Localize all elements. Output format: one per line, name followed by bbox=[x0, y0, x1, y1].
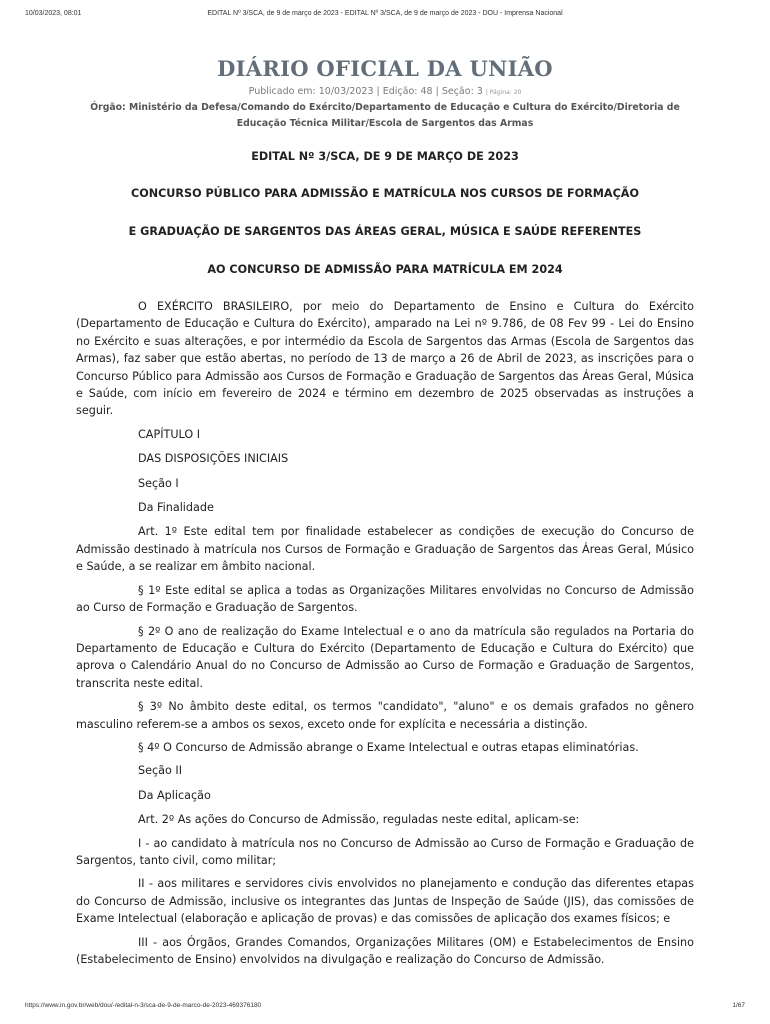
print-header bbox=[25, 10, 745, 22]
section-title: Da Aplicação bbox=[138, 788, 211, 802]
item-iii: III - aos Órgãos, Grandes Comandos, Organizações Militares (OM) e Estabelecimentos de Ensino (Estabelecimento de Ensino) envolvidos na divulgação e realização do Concurso de Admissão. bbox=[76, 935, 694, 966]
print-page-number: 1/67 bbox=[732, 1002, 745, 1009]
chapter-title: DAS DISPOSIÇÕES INICIAIS bbox=[138, 452, 289, 466]
paragraph-1: § 1º Este edital se aplica a todas as Organizações Militares envolvidas no Concurso de Admissão ao Curso de Formação e Graduação de Sargentos. bbox=[76, 583, 694, 615]
paragraph-2: § 2º O ano de realização do Exame Intelectual e o ano da matrícula são regulados na Portaria do Departamento de Educação e Cultura do Exército (Departamento de Educação e Cultura do Exército) que aprova o Calendário Anual do no Concurso de Admissão ao Curso de Formação e Graduação de Sargentos, transcrita neste edital. bbox=[76, 624, 694, 690]
item-ii: II - aos militares e servidores civis envolvidos no planejamento e condução das diferentes etapas do Concurso de Admissão, inclusive os integrantes das Juntas de Inspeção de Saúde (JIS), das comissões de Exame Intelectual (elaboração e aplicação de provas) e das comissões de aplicação dos exames físicos; e bbox=[76, 877, 694, 926]
article-2: Art. 2º As ações do Concurso de Admissão, reguladas neste edital, aplicam-se: bbox=[138, 813, 580, 827]
edital-subtitle-line-2: E GRADUAÇÃO DE SARGENTOS DAS ÁREAS GERAL, MÚSICA E SAÚDE REFERENTES bbox=[128, 225, 642, 238]
article-1: Art. 1º Este edital tem por finalidade estabelecer as condições de execução do Concurso de Admissão destinado à matrícula nos Cursos de Formação e Graduação de Sargentos das Áreas Geral, Músico e Saúde, a se realizar em âmbito nacional. bbox=[76, 525, 694, 574]
paragraph-3: § 3º No âmbito deste edital, os termos "candidato", "aluno" e os demais grafados no gênero masculino referem-se a ambos os sexos, exceto onde for explícita e necessária a distinção. bbox=[76, 700, 694, 731]
publication-page: | Página: 20 bbox=[485, 89, 522, 96]
paragraph-4: § 4º O Concurso de Admissão abrange o Exame Intelectual e outras etapas eliminatórias. bbox=[138, 740, 639, 754]
edital-subtitle-line-3: AO CONCURSO DE ADMISSÃO PARA MATRÍCULA EM 2024 bbox=[207, 263, 563, 276]
print-url: https://www.in.gov.br/web/dou/-/edital-n-3/sca-de-9-de-marco-de-2023-469376180 bbox=[25, 1002, 262, 1009]
print-title: EDITAL Nº 3/SCA, de 9 de março de 2023 - EDITAL Nº 3/SCA, de 9 de março de 2023 - DOU - Imprensa Nacional bbox=[207, 10, 563, 17]
document-body bbox=[76, 298, 694, 974]
print-footer bbox=[25, 1002, 745, 1014]
item-i: I - ao candidato à matrícula nos no Concurso de Admissão ao Curso de Formação e Graduação de Sargentos, tanto civil, como militar; bbox=[76, 836, 694, 867]
print-datetime: 10/03/2023, 08:01 bbox=[25, 10, 82, 17]
edital-title: EDITAL Nº 3/SCA, DE 9 DE MARÇO DE 2023 bbox=[251, 150, 519, 163]
section-title: Da Finalidade bbox=[138, 501, 214, 515]
publication-info bbox=[0, 86, 770, 97]
section-heading: Seção II bbox=[138, 764, 182, 778]
masthead-title: DIÁRIO OFICIAL DA UNIÃO bbox=[217, 56, 553, 81]
publication-details: Publicado em: 10/03/2023 | Edição: 48 | Seção: 3 bbox=[248, 86, 486, 97]
edital-subtitle-line-1: CONCURSO PÚBLICO PARA ADMISSÃO E MATRÍCULA NOS CURSOS DE FORMAÇÃO bbox=[131, 187, 639, 200]
section-heading: Seção I bbox=[138, 476, 179, 490]
chapter-heading: CAPÍTULO I bbox=[138, 427, 201, 441]
orgao-line: Órgão: Ministério da Defesa/Comando do Exército/Departamento de Educação e Cultura do Exército/Diretoria de Educação Técnica Militar/Escola de Sargentos das Armas bbox=[90, 102, 680, 129]
preamble-paragraph: O EXÉRCITO BRASILEIRO, por meio do Departamento de Ensino e Cultura do Exército (Departamento de Educação e Cultura do Exército), amparado na Lei nº 9.786, de 08 Fev 99 - Lei do Ensino no Exército e suas alterações, e por intermédio da Escola de Sargentos das Armas (Escola de Sargentos das Armas), faz saber que estão abertas, no período de 13 de março a 26 de Abril de 2023, as inscrições para o Concurso Público para Admissão aos Cursos de Formação e Graduação de Sargentos das Áreas Geral, Música e Saúde, com início em fevereiro de 2024 e término em dezembro de 2025 observadas as instruções a seguir. bbox=[76, 300, 694, 418]
